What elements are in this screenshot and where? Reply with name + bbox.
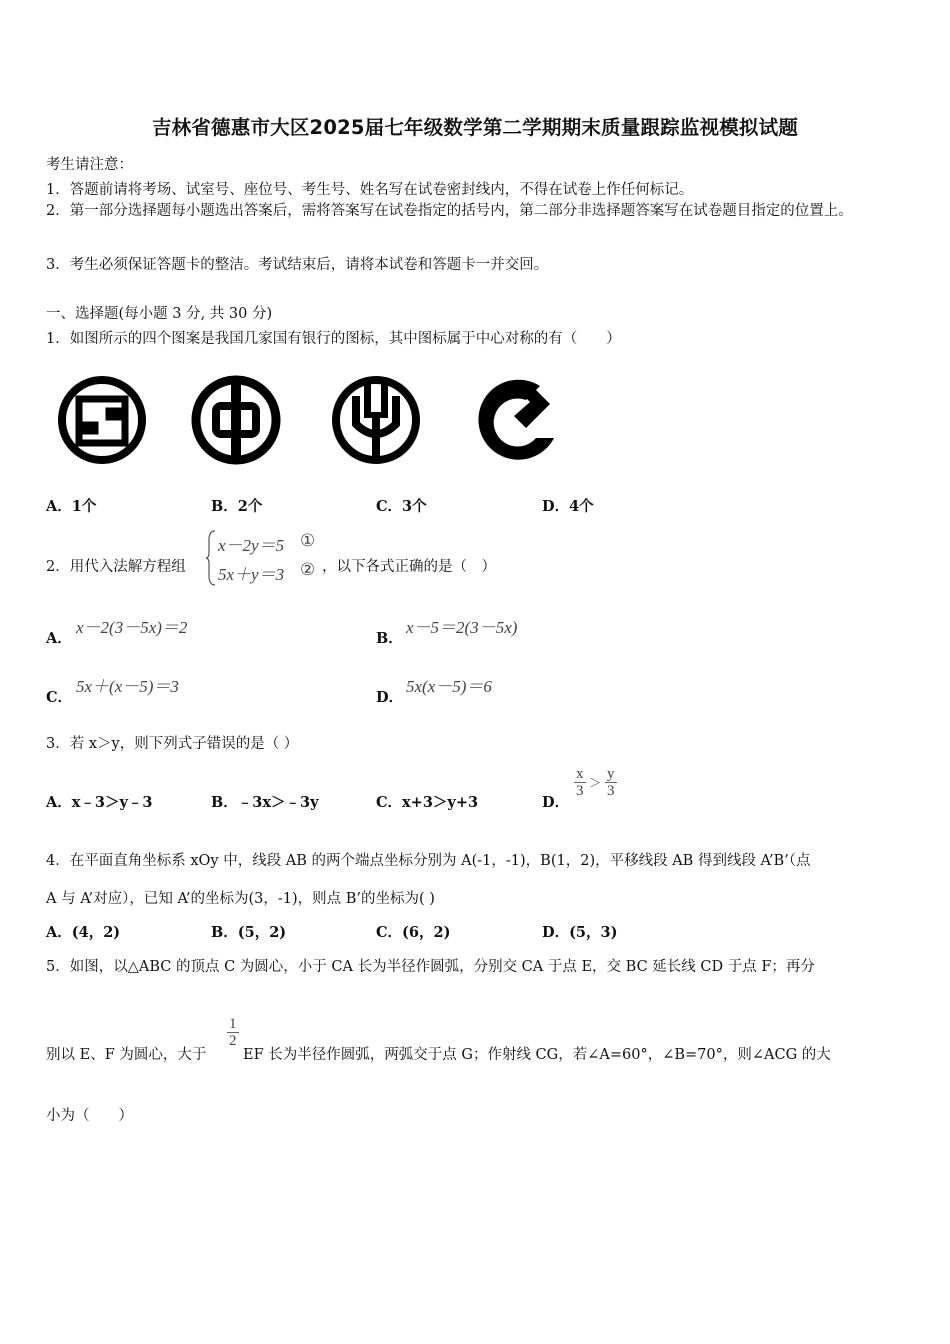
q1-option-a: A．1个: [46, 498, 97, 515]
q3-option-b: B．﹣3x＞﹣3y: [211, 794, 319, 811]
question-5-line-2-pre: 别以 E、F 为圆心，大于: [46, 1047, 207, 1063]
bank-logo-1-icon: [54, 372, 150, 468]
q4-option-c: C．(6，2): [376, 924, 451, 941]
q2-option-c-label: C．: [46, 689, 73, 706]
q2-option-d-label: D．: [376, 689, 404, 706]
q1-option-b: B．2个: [211, 498, 263, 515]
q3-option-d-expression: [574, 766, 617, 799]
question-1-stem: 1．如图所示的四个图案是我国几家国有银行的图标，其中图标属于中心对称的有（ ）: [46, 331, 621, 347]
gt-sign: ＞: [589, 776, 602, 790]
brace-icon: [206, 530, 216, 586]
q2-option-c: 5x＋(x－5)＝3: [76, 677, 179, 696]
half-fraction: [227, 1016, 239, 1049]
q3-option-c: C．x+3＞y+3: [376, 794, 479, 811]
bank-logo-4-icon: [470, 372, 566, 468]
frac-denominator: 3: [607, 783, 615, 799]
system-equation-1: x－2y＝5: [218, 536, 285, 555]
frac-denominator: 2: [229, 1033, 237, 1049]
page-title: 吉林省德惠市大区2025届七年级数学第二学期期末质量跟踪监视模拟试题: [151, 116, 799, 139]
q4-option-b: B．(5，2): [211, 924, 287, 941]
system-equation-2: 5x＋y＝3: [218, 565, 285, 584]
q2-option-b-label: B．: [376, 630, 403, 647]
q3-option-a: A．x﹣3＞y﹣3: [46, 794, 153, 811]
question-2-suffix: ，以下各式正确的是（ ）: [322, 559, 496, 575]
frac-numerator: y: [607, 766, 615, 782]
bank-logo-3-icon: [328, 372, 424, 468]
notice-heading: 考生请注意：: [46, 157, 133, 173]
q2-option-b: x－5＝2(3－5x): [406, 618, 518, 637]
frac-numerator: x: [576, 766, 584, 782]
equation-mark-2: ②: [300, 560, 316, 579]
question-5-line-1: 5．如图，以△ABC 的顶点 C 为圆心，小于 CA 长为半径作圆弧，分别交 CA 于点 E，交 BC 延长线 CD 于点 F；再分: [46, 959, 815, 975]
question-5-line-3: 小为（ ）: [46, 1108, 133, 1124]
q2-option-a: x－2(3－5x)＝2: [76, 618, 188, 637]
question-5-line-2-post: EF 长为半径作圆弧，两弧交于点 G；作射线 CG，若∠A=60°，∠B=70°，则∠ACG 的大: [243, 1047, 831, 1063]
equation-mark-1: ①: [300, 531, 316, 550]
question-4-line-1: 4．在平面直角坐标系 xOy 中，线段 AB 的两个端点坐标分别为 A(-1，-1)，B(1，2)，平移线段 AB 得到线段 A’B’（点: [46, 853, 811, 869]
question-2-prefix: 2．用代入法解方程组: [46, 559, 186, 575]
q3-option-d-label: D．: [542, 794, 570, 811]
notice-item: 2．第一部分选择题每小题选出答案后，需将答案写在试卷指定的括号内，第二部分非选择题答案写在试卷题目指定的位置上。: [46, 203, 853, 219]
q1-option-d: D．4个: [542, 498, 594, 515]
section-heading: 一、选择题(每小题 3 分, 共 30 分): [46, 306, 273, 322]
q2-option-a-label: A．: [46, 630, 72, 647]
q4-option-a: A．(4，2): [46, 924, 121, 941]
frac-denominator: 3: [576, 783, 584, 799]
question-3-stem: 3．若 x＞y，则下列式子错误的是（ ）: [46, 736, 299, 752]
bank-logo-2-icon: [188, 372, 284, 468]
notice-item: 3．考生必须保证答题卡的整洁。考试结束后，请将本试卷和答题卡一并交回。: [46, 257, 549, 273]
q4-option-d: D．(5，3): [542, 924, 618, 941]
question-4-line-2: A 与 A’对应），已知 A’的坐标为(3，-1)，则点 B’的坐标为( ): [46, 891, 435, 907]
q2-option-d: 5x(x－5)＝6: [406, 677, 492, 696]
frac-numerator: 1: [229, 1016, 237, 1032]
notice-item: 1．答题前请将考场、试室号、座位号、考生号、姓名写在试卷密封线内，不得在试卷上作任何标记。: [46, 182, 694, 198]
q1-option-c: C．3个: [376, 498, 427, 515]
